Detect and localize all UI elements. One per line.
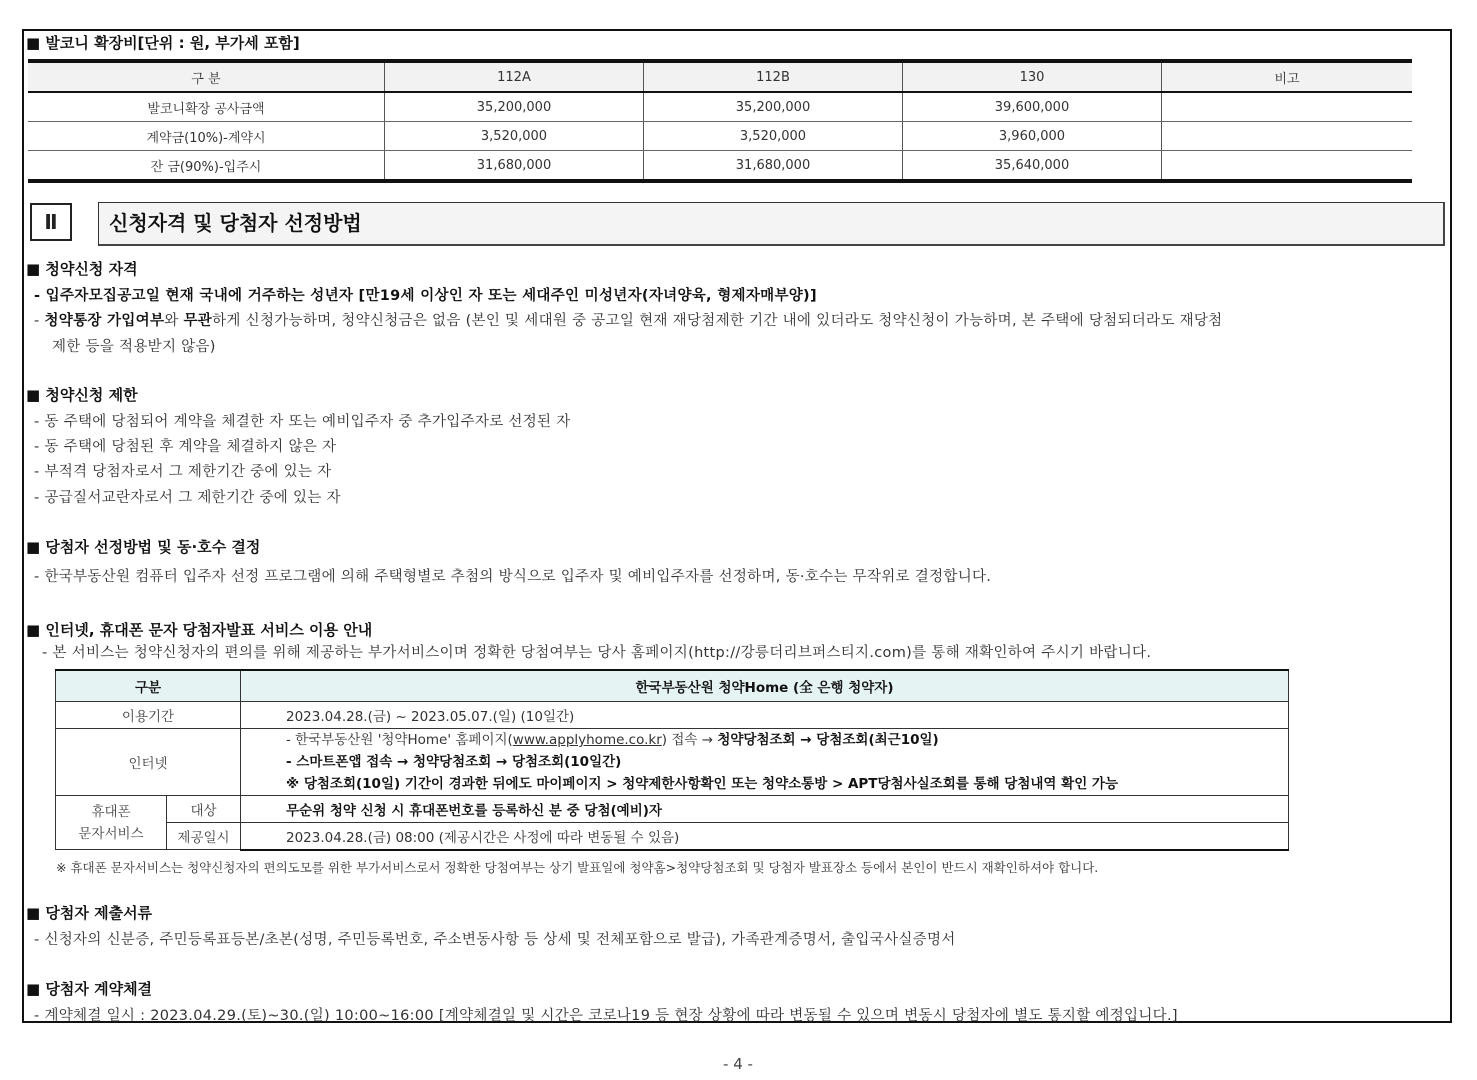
table-cell: 31,680,000 — [644, 151, 903, 182]
column-header: 구분 — [56, 670, 241, 702]
text: 하게 신청가능하며, 청약신청금은 없음 (본인 및 세대원 중 공고일 현재 재당첨제한 기간 내에 있더라도 청약신청이 가능하며, 본 주택에 당첨되더라도 재당첨 — [212, 313, 1223, 329]
column-header: 130 — [903, 61, 1162, 92]
mobile-label: 문자서비스 — [78, 825, 144, 842]
table-cell: 3,520,000 — [644, 122, 903, 151]
list-item: - 동 주택에 당첨된 후 계약을 체결하지 않은 자 — [34, 439, 337, 455]
service-intro: - 본 서비스는 청약신청자의 편의를 위해 제공하는 부가서비스이며 정확한 당첨여부는 당사 홈페이지(http://강릉더리브퍼스티지.com)를 통해 재확인하여 주시기 바랍니다. — [42, 645, 1152, 661]
list-item: - 부적격 당첨자로서 그 제한기간 중에 있는 자 — [34, 464, 332, 480]
column-header: 비고 — [1162, 61, 1413, 92]
balcony-table — [28, 59, 1412, 183]
list-item: - 동 주택에 당첨되어 계약을 체결한 자 또는 예비입주자 중 추가입주자로 선정된 자 — [34, 414, 571, 430]
text: 와 — [164, 313, 184, 329]
table-row — [56, 729, 1289, 796]
row-value: 무순위 청약 신청 시 휴대폰번호를 등록하신 분 중 당첨(예비)자 — [241, 796, 1289, 823]
bold-text: 청약당첨조회 → 당첨조회(최근10일) — [717, 732, 939, 748]
table-cell: 3,520,000 — [385, 122, 644, 151]
column-header: 112B — [644, 61, 903, 92]
service-table — [55, 669, 1289, 851]
balcony-heading: ■ 발코니 확장비[단위 : 원, 부가세 포함] — [26, 34, 300, 52]
bold-text: 청약통장 가입여부 — [44, 313, 165, 329]
row-value: 2023.04.28.(금) 08:00 (제공시간은 사정에 따라 변동될 수 있음) — [241, 823, 1289, 850]
table-cell: 35,200,000 — [385, 92, 644, 122]
restriction-heading: ■ 청약신청 제한 — [26, 386, 138, 404]
internet-line: ※ 당첨조회(10일) 기간이 경과한 뒤에도 마이페이지 > 청약제한사항확인 또는 청약소통방 > APT당첨사실조회를 통해 당첨내역 확인 가능 — [286, 776, 1119, 792]
text: ) 접속 → — [661, 732, 718, 748]
table-cell: 39,600,000 — [903, 92, 1162, 122]
list-item: - 공급질서교란자로서 그 제한기간 중에 있는 자 — [34, 490, 341, 506]
documents-line: - 신청자의 신분증, 주민등록표등본/초본(성명, 주민등록번호, 주소변동사항 등 상세 및 전체포함으로 발급), 가족관계증명서, 출입국사실증명서 — [34, 932, 956, 948]
documents-heading: ■ 당첨자 제출서류 — [26, 904, 153, 922]
table-cell: 3,960,000 — [903, 122, 1162, 151]
column-header: 한국부동산원 청약Home (全 은행 청약자) — [241, 670, 1289, 702]
contract-line: - 계약체결 일시 : 2023.04.29.(토)~30.(일) 10:00~16:00 [계약체결일 및 시간은 코로나19 등 현장 상황에 따라 변동될 수 있으며 변동시 당첨자에 별도 통지할 예정입니다.] — [34, 1008, 1178, 1024]
dash: - — [34, 313, 45, 329]
row-label: 대상 — [167, 796, 241, 823]
section-number: Ⅱ — [30, 203, 72, 241]
row-value — [241, 729, 1289, 796]
row-label: 제공일시 — [167, 823, 241, 850]
mobile-label: 휴대폰 — [91, 803, 131, 820]
qualification-line: 제한 등을 적용받지 않음) — [52, 339, 216, 355]
table-cell: 발코니확장 공사금액 — [28, 92, 385, 122]
qualification-line: - 입주자모집공고일 현재 국내에 거주하는 성년자 [만19세 이상인 자 또는 세대주인 미성년자(자녀양육, 형제자매부양)] — [34, 288, 817, 304]
qualification-heading: ■ 청약신청 자격 — [26, 260, 138, 278]
table-cell — [1162, 92, 1413, 122]
internet-line — [286, 729, 1288, 751]
table-row — [28, 151, 1412, 182]
table-cell: 계약금(10%)-계약시 — [28, 122, 385, 151]
table-row — [28, 92, 1412, 122]
row-label: 인터넷 — [56, 729, 241, 796]
table-row — [56, 702, 1289, 729]
column-header: 112A — [385, 61, 644, 92]
selection-heading: ■ 당첨자 선정방법 및 동·호수 결정 — [26, 538, 261, 556]
table-cell: 35,200,000 — [644, 92, 903, 122]
page-number: - 4 - — [723, 1055, 753, 1073]
selection-line: - 한국부동산원 컴퓨터 입주자 선정 프로그램에 의해 주택형별로 추첨의 방식으로 입주자 및 예비입주자를 선정하며, 동·호수는 무작위로 결정합니다. — [34, 569, 992, 585]
section-title: 신청자격 및 당첨자 선정방법 — [98, 202, 1445, 246]
table-row — [56, 823, 1289, 850]
qualification-line — [34, 309, 1223, 330]
contract-heading: ■ 당첨자 계약체결 — [26, 980, 153, 998]
service-heading: ■ 인터넷, 휴대폰 문자 당첨자발표 서비스 이용 안내 — [26, 621, 373, 639]
balcony-table-header — [28, 61, 1412, 92]
bold-text: 무관 — [183, 313, 213, 329]
table-cell: 잔 금(90%)-입주시 — [28, 151, 385, 182]
table-row — [28, 122, 1412, 151]
table-cell — [1162, 122, 1413, 151]
row-label — [56, 796, 167, 850]
internet-line: - 스마트폰앱 접속 → 청약당첨조회 → 당첨조회(10일간) — [286, 754, 622, 770]
table-row — [56, 796, 1289, 823]
text: - 한국부동산원 '청약Home' 홈페이지( — [286, 732, 513, 748]
row-label: 이용기간 — [56, 702, 241, 729]
table-cell: 35,640,000 — [903, 151, 1162, 182]
applyhome-link[interactable]: www.applyhome.co.kr — [512, 732, 662, 748]
table-cell: 31,680,000 — [385, 151, 644, 182]
table-cell — [1162, 151, 1413, 182]
service-note: ※ 휴대폰 문자서비스는 청약신청자의 편의도모를 위한 부가서비스로서 정확한 당첨여부는 상기 발표일에 청약홈>청약당첨조회 및 당첨자 발표장소 등에서 본인이 반드시 재확인하셔야 합니다. — [56, 860, 1099, 875]
row-value: 2023.04.28.(금) ~ 2023.05.07.(일) (10일간) — [241, 702, 1289, 729]
service-table-header — [56, 670, 1289, 702]
column-header: 구 분 — [28, 61, 385, 92]
